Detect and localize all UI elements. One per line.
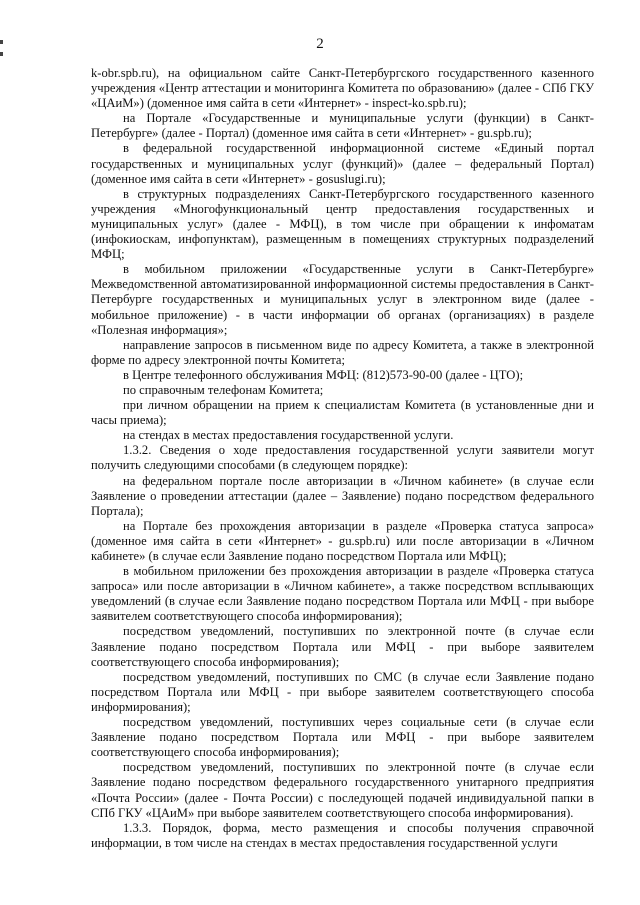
paragraph: на Портале без прохождения авторизации в разделе «Проверка статуса запроса» (доменное имя сайта в сети «Интернет» - gu.spb.ru) или после авторизации в «Личном кабинете» (в случае если Заявление подано посредством Портала или МФЦ); [91,518,594,563]
section-paragraph: 1.3.2. Сведения о ходе предоставления государственной услуги заявители могут получить следующими способами (в следующем порядке): [91,443,594,473]
paragraph: при личном обращении на прием к специалистам Комитета (в установленные дни и часы приема); [91,398,594,428]
paragraph: направление запросов в письменном виде по адресу Комитета, а также в электронной форме по адресу электронной почты Комитета; [91,337,594,367]
document-body [91,66,594,851]
paragraph: в федеральной государственной информационной системе «Единый портал государственных и муниципальных услуг (функций)» (далее – федеральный Портал) (доменное имя сайта в сети «Интернет» - gosuslugi.ru); [91,141,594,186]
paragraph: в мобильном приложении без прохождения авторизации в разделе «Проверка статуса запроса» или после авторизации в «Личном кабинете», а также посредством всплывающих уведомлений (в случае если Заявление подано посредством Портала или МФЦ - при выборе заявителем соответствующего способа информирования); [91,564,594,624]
paragraph: посредством уведомлений, поступивших по электронной почте (в случае если Заявление подано посредством федерального государственного унитарного предприятия «Почта России» (далее - Почта России) с последующей подачей индивидуальной папки в СПб ГКУ «ЦАиМ» при выборе заявителем соответствующего способа информирования). [91,760,594,820]
paragraph: в структурных подразделениях Санкт-Петербургского государственного казенного учреждения «Многофункциональный центр предоставления государственных и муниципальных услуг» (далее - МФЦ), в том числе при обращении к инфоматам (инфокиоскам, инфопунктам), размещенным в помещениях структурных подразделений МФЦ; [91,186,594,262]
paragraph: в Центре телефонного обслуживания МФЦ: (812)573-90-00 (далее - ЦТО); [123,367,524,382]
paragraph: посредством уведомлений, поступивших по СМС (в случае если Заявление подано посредством Портала или МФЦ - при выборе заявителем соответствующего способа информирования); [91,669,594,714]
paragraph: посредством уведомлений, поступивших через социальные сети (в случае если Заявление подано посредством Портала или МФЦ - при выборе заявителем соответствующего способа информирования); [91,715,594,760]
paragraph: на стендах в местах предоставления государственной услуги. [123,428,454,443]
section-paragraph: 1.3.3. Порядок, форма, место размещения и способы получения справочной информации, в том числе на стендах в местах предоставления государственной услуги [91,820,594,850]
paragraph: посредством уведомлений, поступивших по электронной почте (в случае если Заявление подано посредством Портала или МФЦ - при выборе заявителем соответствующего способа информирования); [91,624,594,669]
paragraph: на федеральном портале после авторизации в «Личном кабинете» (в случае если Заявление о проведении аттестации (далее – Заявление) подано посредством федерального Портала); [91,473,594,518]
paragraph: в мобильном приложении «Государственные услуги в Санкт-Петербурге» Межведомственной автоматизированной информационной системы предоставления в Санкт-Петербурге государственных и муниципальных услуг в электронном виде (далее - мобильное приложение) - в части информации об органах (организациях) в разделе «Полезная информация»; [91,262,594,337]
page-number: 2 [316,36,324,52]
paragraph: на Портале «Государственные и муниципальные услуги (функции) в Санкт-Петербурге» (далее - Портал) (доменное имя сайта в сети «Интернет» - gu.spb.ru); [91,111,594,141]
paragraph: по справочным телефонам Комитета; [123,382,324,397]
paragraph: k-obr.spb.ru), на официальном сайте Санкт-Петербургского государственного казенного учреждения «Центр аттестации и мониторинга Комитета по образованию» (далее - СПб ГКУ «ЦАиМ») (доменное имя сайта в сети «Интернет» - inspect-ko.spb.ru); [91,66,594,111]
